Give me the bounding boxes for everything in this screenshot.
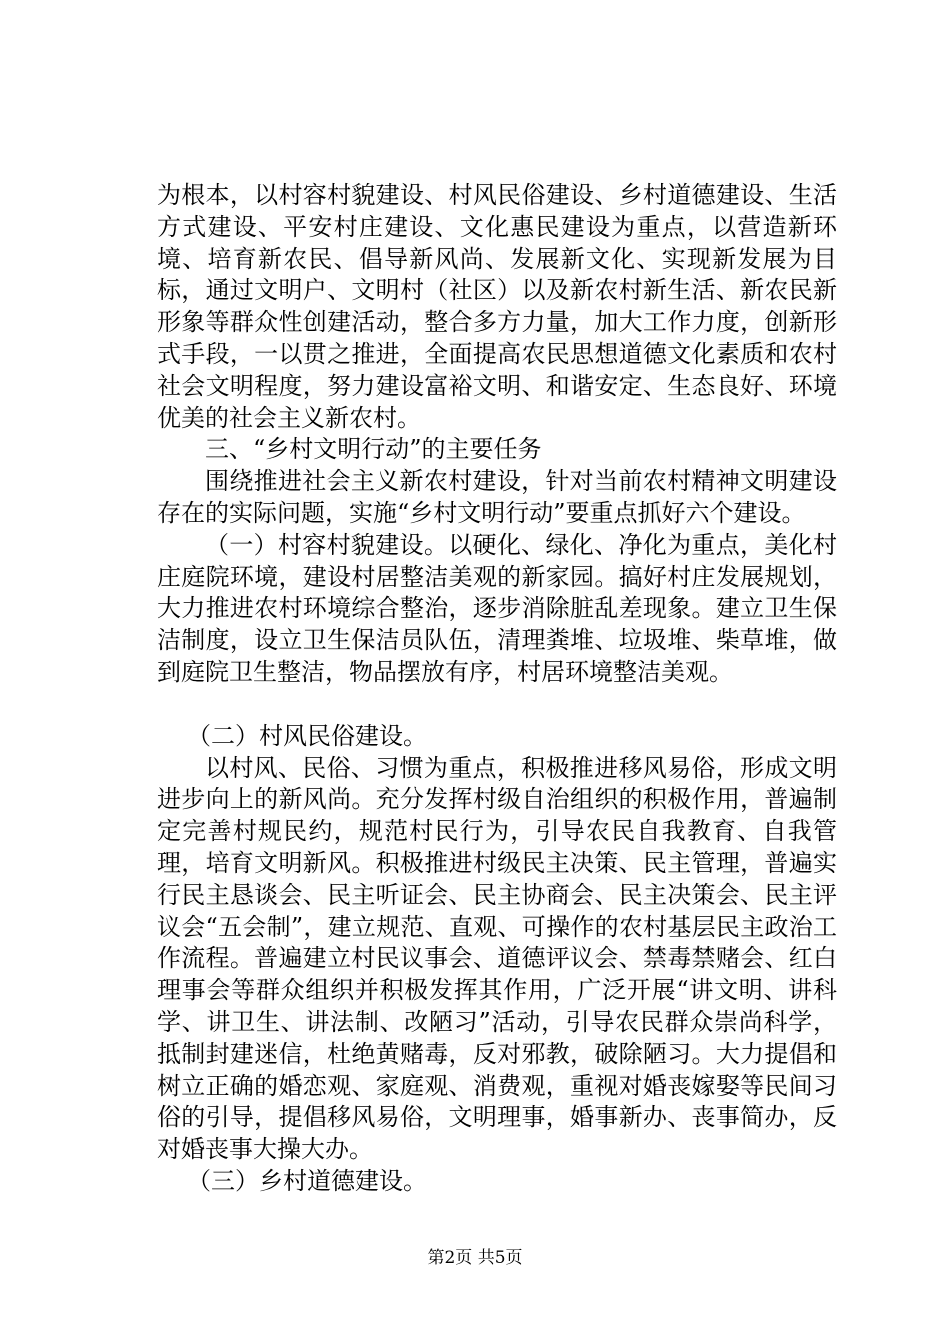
paragraph-village-appearance: （一）村容村貌建设。以硬化、绿化、净化为重点，美化村庄庭院环境，建设村居整洁美观的新家园。搞好村庄发展规划，大力推进农村环境综合整治，逐步消除脏乱差现象。建立卫生保洁制度，设立卫生保洁员队伍，清理粪堆、垃圾堆、柴草堆，做到庭院卫生整洁，物品摆放有序，村居环境整洁美观。 [157, 530, 837, 686]
paragraph-main-tasks-intro: 围绕推进社会主义新农村建设，针对当前农村精神文明建设存在的实际问题，实施“乡村文明行动”要重点抓好六个建设。 [157, 467, 837, 527]
paragraph-intro-continuation: 为根本，以村容村貌建设、村风民俗建设、乡村道德建设、生活方式建设、平安村庄建设、文化惠民建设为重点，以营造新环境、培育新农民、倡导新风尚、发展新文化、实现新发展为目标，通过文明户、文明村（社区）以及新农村新生活、新农民新形象等群众性创建活动，整合多方力量，加大工作力度，创新形式手段，一以贯之推进，全面提高农民思想道德文化素质和农村社会文明程度，努力建设富裕文明、和谐安定、生态良好、环境优美的社会主义新农村。 [157, 181, 837, 432]
document-body [157, 180, 837, 1198]
paragraph-village-customs: 以村风、民俗、习惯为重点，积极推进移风易俗，形成文明进步向上的新风尚。充分发挥村级自治组织的积极作用，普遍制定完善村规民约，规范村民行为，引导农民自我教育、自我管理，培育文明新风。积极推进村级民主决策、民主管理，普遍实行民主恳谈会、民主听证会、民主协商会、民主决策会、民主评议会“五会制”，建立规范、直观、可操作的农村基层民主政治工作流程。普遍建立村民议事会、道德评议会、禁毒禁赌会、红白理事会等群众组织并积极发挥其作用，广泛开展“讲文明、讲科学、讲卫生、讲法制、改陋习”活动，引导农民群众崇尚科学，抵制封建迷信，杜绝黄赌毒，反对邪教，破除陋习。大力提倡和树立正确的婚恋观、家庭观、消费观，重视对婚丧嫁娶等民间习俗的引导，提倡移风易俗，文明理事，婚事新办、丧事简办，反对婚丧事大操大办。 [157, 753, 837, 1164]
section-heading-main-tasks: 三、“乡村文明行动”的主要任务 [205, 435, 542, 464]
page-number-footer: 第2页 共5页 [427, 1248, 523, 1268]
subheading-village-customs: （二）村风民俗建设。 [187, 721, 427, 750]
subheading-rural-morality: （三）乡村道德建设。 [187, 1166, 427, 1195]
